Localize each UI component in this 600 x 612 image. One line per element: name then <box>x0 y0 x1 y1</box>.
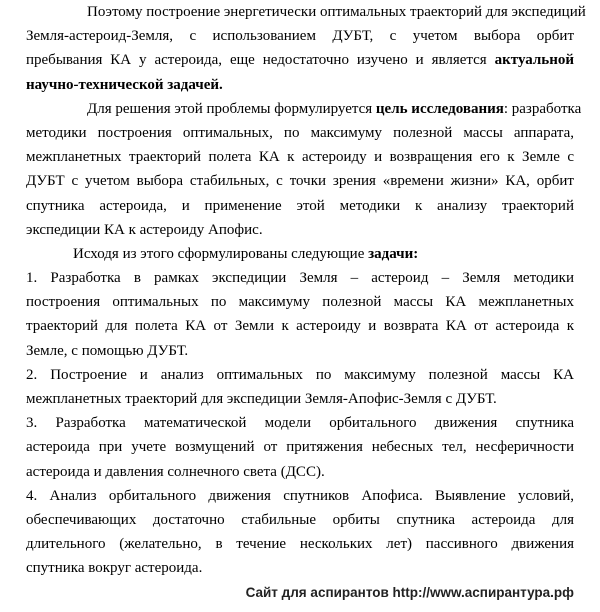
bold-term: актуальной <box>494 52 575 69</box>
paragraph-2-line-6: экспедиции КА к астероиду Апофис. <box>26 221 263 238</box>
paragraph-2-line-4: ДУБТ с учетом выбора стабильных, с точки зрения «времени жизни» КА, орбит <box>26 173 574 190</box>
paragraph-1-line-2: Земля-астероид-Земля, с использованием ДУБТ, с учетом выбора орбит <box>26 28 574 45</box>
paragraph-2-line-2: методики построения оптимальных, по максимуму полезной массы аппарата, <box>26 124 574 141</box>
site-watermark-footer: Сайт для аспирантов http://www.аспирантура.рф <box>245 585 574 600</box>
task-1-line-4: Земле, с помощью ДУБТ. <box>26 342 189 359</box>
paragraph-3-line-1 <box>26 242 574 266</box>
task-2-line-2: межпланетных траекторий для экспедиции Земля-Апофис-Земля с ДУБТ. <box>26 391 497 407</box>
task-4-line-4: спутника вокруг астероида. <box>26 560 203 577</box>
paragraph-2-line-5: спутника астероида, и применение этой методики к анализу траекторий <box>26 197 574 214</box>
paragraph-2-line-3: межпланетных траекторий полета КА к астероиду и возвращения его к Земле с <box>26 149 574 166</box>
task-2-line-1: 2. Построение и анализ оптимальных по максимуму полезной массы КА <box>26 366 574 383</box>
paragraph-1-line-4: научно-технической задачей. <box>26 76 223 93</box>
task-1-line-3: траекторий для полета КА от Земли к астероиду и возврата КА от астероида к <box>26 318 574 335</box>
text-span: Исходя из этого сформулированы следующие <box>73 245 365 262</box>
paragraph-1-line-1: Поэтому построение энергетически оптимальных траекторий для экспедиций <box>87 4 586 20</box>
text-span: пребывания КА у астероида, еще недостаточно изучено и является <box>26 52 487 69</box>
task-1-line-2: построения оптимальных по максимуму полезной массы КА межпланетных <box>26 294 574 311</box>
task-3-line-1: 3. Разработка математической модели орбитального движения спутника <box>26 415 574 432</box>
task-3-line-2: астероида при учете возмущений от притяжения небесных тел, несферичности <box>26 439 574 456</box>
text-span: Для решения этой проблемы формулируется <box>87 100 373 117</box>
text-span: : разработка <box>503 100 582 117</box>
bold-term: цель исследования <box>375 100 504 117</box>
document-body <box>26 0 586 581</box>
task-4-line-3: длительного (желательно, в течение нескольких лет) пассивного движения <box>26 536 574 553</box>
paragraph-1-line-3 <box>26 48 574 72</box>
paragraph-2-line-1 <box>26 97 582 121</box>
bold-term: задачи: <box>368 245 419 262</box>
task-4-line-2: обеспечивающих достаточно стабильные орбиты спутника астероида для <box>26 511 574 528</box>
task-1-line-1: 1. Разработка в рамках экспедиции Земля – астероид – Земля методики <box>26 270 574 287</box>
task-3-line-3: астероида и давления солнечного света (ДСС). <box>26 463 325 480</box>
task-4-line-1: 4. Анализ орбитального движения спутников Апофиса. Выявление условий, <box>26 487 574 504</box>
